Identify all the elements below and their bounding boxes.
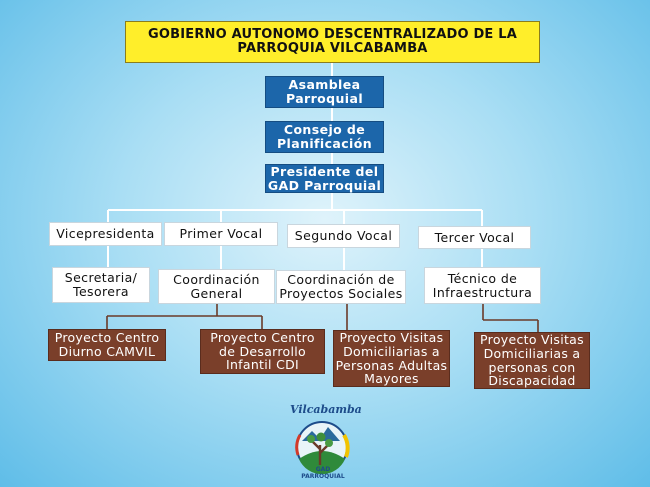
segundo-vocal-box: Segundo Vocal (287, 224, 400, 248)
proyecto-discapacidad-box: Proyecto Visitas Domiciliarias a personas con Discapacidad (474, 332, 590, 389)
coordinacion-general-box: Coordinación General (158, 269, 275, 304)
coordinacion-proyectos-sociales-box: Coordinación de Proyectos Sociales (276, 270, 406, 304)
tercer-vocal-box: Tercer Vocal (418, 226, 531, 249)
proyecto-camvil-box: Proyecto Centro Diurno CAMVIL (48, 329, 166, 361)
asamblea-parroquial-box: Asamblea Parroquial (265, 76, 384, 108)
proyecto-adultos-mayores-box: Proyecto Visitas Domiciliarias a Personas Adultas Mayores (333, 330, 450, 387)
logo-wordmark: Vilcabamba (290, 403, 362, 416)
proyecto-cdi-box: Proyecto Centro de Desarrollo Infantil CDI (200, 329, 325, 374)
consejo-planificacion-box: Consejo de Planificación (265, 121, 384, 153)
presidente-box: Presidente del GAD Parroquial (265, 164, 384, 193)
org-title: GOBIERNO AUTONOMO DESCENTRALIZADO DE LA PARROQUIA VILCABAMBA (125, 21, 540, 63)
logo-subtitle: GAD PARROQUIAL (301, 466, 345, 480)
primer-vocal-box: Primer Vocal (164, 222, 278, 246)
secretaria-tesorera-box: Secretaria/ Tesorera (52, 267, 150, 303)
tecnico-infraestructura-box: Técnico de Infraestructura (424, 267, 541, 304)
vicepresidenta-box: Vicepresidenta (49, 222, 162, 246)
